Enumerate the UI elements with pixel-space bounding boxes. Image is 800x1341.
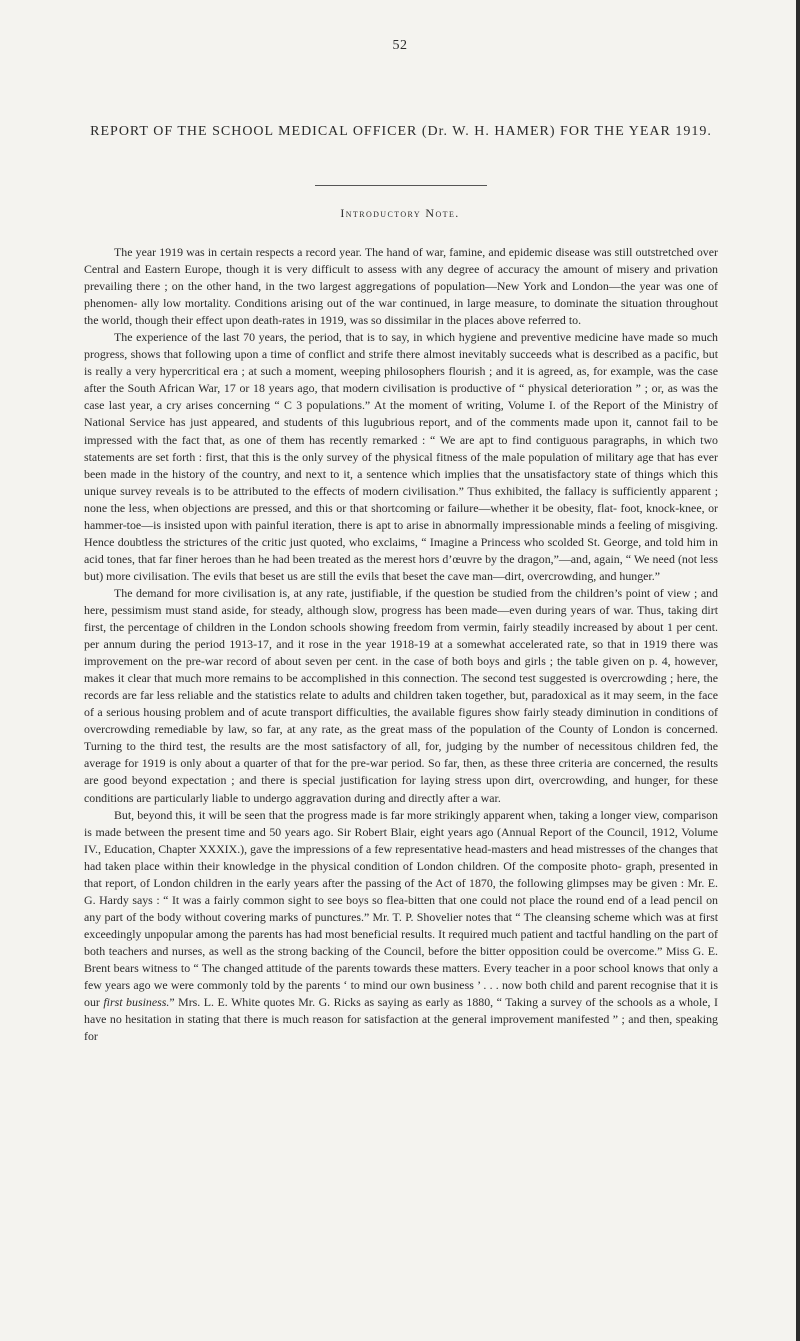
body-text bbox=[84, 244, 718, 1045]
paragraph-4-emphasis: first business. bbox=[103, 995, 170, 1010]
paragraph-2: The experience of the last 70 years, the period, that is to say, in which hygiene and preventive medicine have made so much progress, shows that following upon a time of conflict and strife there almost inevitably succeeds what is described as a pacific, but is really a very hypercritical era ; at such a moment, weeping philosophers flourish ; and it is agreed, as, for example, was the case after the South African War, 17 or 18 years ago, that modern civilisation is productive of “ physical deterioration ” ; or, as was the case last year, a cry arises concerning “ C 3 populations.” At the moment of writing, Volume I. of the Report of the Ministry of National Service has just appeared, and students of this lugubrious report, and of the comments made upon it, cannot fail to be impressed with the fact that, as one of them has recently remarked : “ We are apt to find contiguous paragraphs, in which two statements are set forth : first, that this is the only survey of the physical fitness of the male population of military age that has ever been made in the history of the country, and next to it, a sentence which implies that the unsatisfactory state of things which this unique survey reveals is to be attributed to the effects of modern civilisation.” Thus exhibited, the fallacy is sufficiently apparent ; none the less, when objections are pressed, and this or that shortcoming or failure—whether it be obesity, flat- foot, knock-knee, or hammer-toe—is insisted upon with painful iteration, there is apt to arise in abnormally impressionable minds a feeling of misgiving. Hence doubtless the strictures of the critic just quoted, who exclaims, “ Imagine a Princess who scolded St. George, and told him in acid tones, that far finer heroes than he had been treated as the merest hors d’œuvre by the dragon,”—and, again, “ We need (not less but) more civilisation. The evils that beset us are still the evils that beset the cave man—dirt, overcrowding, and hunger.” bbox=[84, 330, 718, 583]
title-divider bbox=[315, 185, 487, 186]
section-heading: Introductory Note. bbox=[340, 206, 460, 220]
page-number: 52 bbox=[392, 38, 408, 53]
paragraph-4 bbox=[84, 807, 718, 1046]
paragraph-1: The year 1919 was in certain respects a record year. The hand of war, famine, and epidemic disease was still outstretched over Central and Eastern Europe, though it is very difficult to assess with any degree of accuracy the amount of misery and privation prevailing there ; on the other hand, in the two largest aggregations of population—New York and London—the year was one of phenomen- ally low mortality. Conditions arising out of the war continued, in large measure, to dominate the situation throughout the world, though their effect upon death-rates in 1919, was so dissimilar in the places above referred to. bbox=[84, 245, 718, 328]
paragraph-3: The demand for more civilisation is, at any rate, justifiable, if the question be studied from the children’s point of view ; and here, pessimism must stand aside, for steady, although slow, progress has been made—even during years of war. Thus, taking dirt first, the percentage of children in the London schools showing freedom from vermin, fairly steadily increased by about 1 per cent. per annum during the period 1913-17, and it rose in the year 1918-19 at a somewhat accelerated rate, so that in 1919 there was improvement on the pre-war record of about seven per cent. in the case of both boys and girls ; the table given on p. 4, however, makes it clear that much more remains to be accomplished in this connection. The second test suggested is overcrowding ; here, the records are far less reliable and the statistics relate to adults and children taken together, but, paradoxical as it may seem, in the face of a serious housing problem and of acute transport difficulties, the available figures show fairly steady diminution in conditions of overcrowding remediable by law, so far, at any rate, as the great mass of the population of the County of London is concerned. Turning to the third test, the results are the most satisfactory of all, for, judging by the number of necessitous children fed, the average for 1919 is only about a quarter of that for the pre-war period. So far, then, as these three criteria are concerned, the results are good beyond expectation ; and there is special justification for laying stress upon dirt, overcrowding, and hunger, for these conditions are particularly liable to undergo aggravation during and directly after a war. bbox=[84, 585, 718, 805]
paragraph-4-text-before: But, beyond this, it will be seen that the progress made is far more strikingly apparent when, taking a longer view, comparison is made between the present time and 50 years ago. Sir Robert Blair, eight years ago (Annual Report of the Council, 1912, Volume IV., Education, Chapter XXXIX.), gave the impressions of a few representative head-masters and head mistresses of the changes that had taken place within their knowledge in the physical condition of London children. Of the composite photo- graph, presented in that report, of London children in the early years after the passing of the Act of 1870, the following glimpses may be given : Mr. E. G. Hardy says : “ It was a fairly common sight to see boys so flea-bitten that one could not place the round end of a lead pencil on any part of the body without covering marks of punctures.” Mr. T. P. Shovelier notes that “ The cleansing scheme which was at first exceedingly unpopular among the parents has had most beneficial results. It required much patient and tactful handling on the part of both teachers and nurses, as well as the strong backing of the Council, before the bitter opposition could be overcome.” Miss G. E. Brent bears witness to “ The changed attitude of the parents towards these matters. Every teacher in a poor school knows that only a few years ago we were commonly told by the parents ‘ to mind our own business ’ . . . now both child and parent recognise that it is our bbox=[84, 807, 718, 1010]
paragraph-4-text-after: ” Mrs. L. E. White quotes Mr. G. Ricks as saying as early as 1880, “ Taking a survey of the schools as a whole, I have no hesitation in stating that there is much reason for satisfaction at the general improvement manifested ” ; and then, speaking for bbox=[84, 995, 718, 1044]
page-edge bbox=[796, 0, 800, 1341]
report-title: REPORT OF THE SCHOOL MEDICAL OFFICER (Dr. W. H. HAMER) FOR THE YEAR 1919. bbox=[90, 124, 712, 139]
